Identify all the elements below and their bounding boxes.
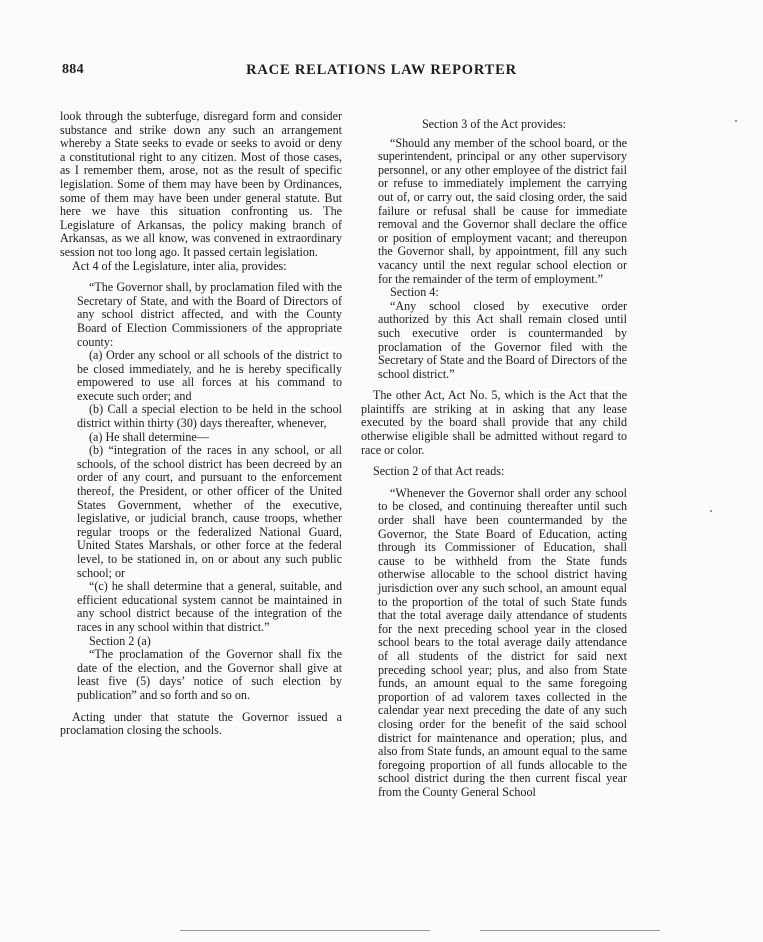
section-heading: Section 4: [390, 285, 439, 300]
quoted-clause: (a) He shall determine— [89, 429, 209, 444]
right-column [361, 118, 627, 800]
quoted-paragraph: “The proclamation of the Governor shall fix the date of the election, and the Governor shall give at least five (5) days’ notice of such election by publication” and so forth and so on. [77, 647, 342, 702]
quoted-paragraph: “Any school closed by executive order authorized by this Act shall remain closed until such executive order is countermanded by proclamation of the Governor filed with the Secretary of State and the Board of Directors of the school district.” [378, 298, 627, 381]
quoted-clause: (b) “integration of the races in any school, or all schools, of the school district has been decreed by an order of any court, and pursuant to the enforcement thereof, the President, or other officer of the United States Government, whether of the executive, legislative, or judicial branch, cause troops, whether regular troops or the federalized National Guard, United States Marshals, or other force at the federal level, to be stationed in, on or about any such public school; or [77, 443, 342, 580]
quoted-paragraph: “Should any member of the school board, or the superintendent, principal or any other supervisory personnel, or any other employee of the district fail or refuse to immediately implement the carrying out of, or carry out, the said closing order, the said failure or refusal shall be cause for immediate removal and the Governor shall declare the office or position of employment vacant; and thereupon the Governor shall, by appointment, fill any such vacancy until the next regular school election or for the remainder of the term of employment.” [378, 135, 627, 286]
section-heading: Section 2 (a) [89, 633, 151, 648]
quoted-paragraph: “Whenever the Governor shall order any school to be closed, and continuing thereafter until such order shall have been countermanded by the Governor, the State Board of Education, acting through its Commissioner of Education, shall cause to be withheld from the State funds otherwise allocable to the school district having jurisdiction over any such school, an amount equal to the proportion of the total of such State funds that the total average daily attendance of students for the next preceding school year in the closed school bears to the total average daily attendance of all students of the district for said next preceding school year; plus, and also from State funds, an amount equal to the same foregoing proportion of ad valorem taxes collected in the calendar year next preceding the date of any such closing order for the benefit of the said school district for maintenance and operation; plus, and also from State funds, an amount equal to the same foregoing proportion of all funds allocable to the school district during the then current fiscal year from the County General School [378, 485, 627, 799]
body-paragraph: Section 2 of that Act reads: [373, 464, 505, 479]
scan-artifact-line [180, 930, 430, 931]
scan-artifact-dot [735, 120, 737, 122]
body-paragraph: Act 4 of the Legislature, inter alia, provides: [72, 258, 287, 273]
quoted-paragraph: “The Governor shall, by proclamation filed with the Secretary of State, and with the Board of Directors of any school district affected, and with the County Board of Election Commissioners of the appropriate county: [77, 280, 342, 349]
scan-artifact-line [480, 930, 660, 931]
left-column [60, 110, 342, 738]
running-head: RACE RELATIONS LAW REPORTER [246, 62, 517, 78]
body-paragraph: Acting under that statute the Governor issued a proclamation closing the schools. [60, 709, 342, 738]
section-heading: Section 3 of the Act provides: [421, 117, 567, 131]
quoted-clause: (b) Call a special election to be held in the school district within thirty (30) days thereafter, whenever, [77, 402, 342, 431]
quoted-clause: (a) Order any school or all schools of the district to be closed immediately, and he is hereby specifically empowered to use all forces at his command to execute such order; and [77, 348, 342, 403]
body-paragraph: look through the subterfuge, disregard form and consider substance and strike down any such an arrangement whereby a State seeks to evade or seeks to avoid or deny a constitutional right to any citizen. Most of those cases, as I remember them, arose, not as the result of specific legislation. Some of them may have been by Ordinances, some of them may have been under general statute. But here we have this situation confronting us. The Legislature of Arkansas, the policy making branch of Arkansas, as we all know, was convened in extraordinary session not too long ago. It passed certain legislation. [60, 109, 342, 259]
scan-artifact-dot [710, 510, 712, 512]
page-number: 884 [62, 62, 84, 77]
body-paragraph: The other Act, Act No. 5, which is the Act that the plaintiffs are striking at in asking that any lease executed by the board shall provide that any child otherwise eligible shall be admitted without regard to race or color. [361, 388, 627, 457]
quoted-clause: “(c) he shall determine that a general, suitable, and efficient educational system cannot be maintained in any school district because of the integration of the races in any school within that district.” [77, 579, 342, 634]
